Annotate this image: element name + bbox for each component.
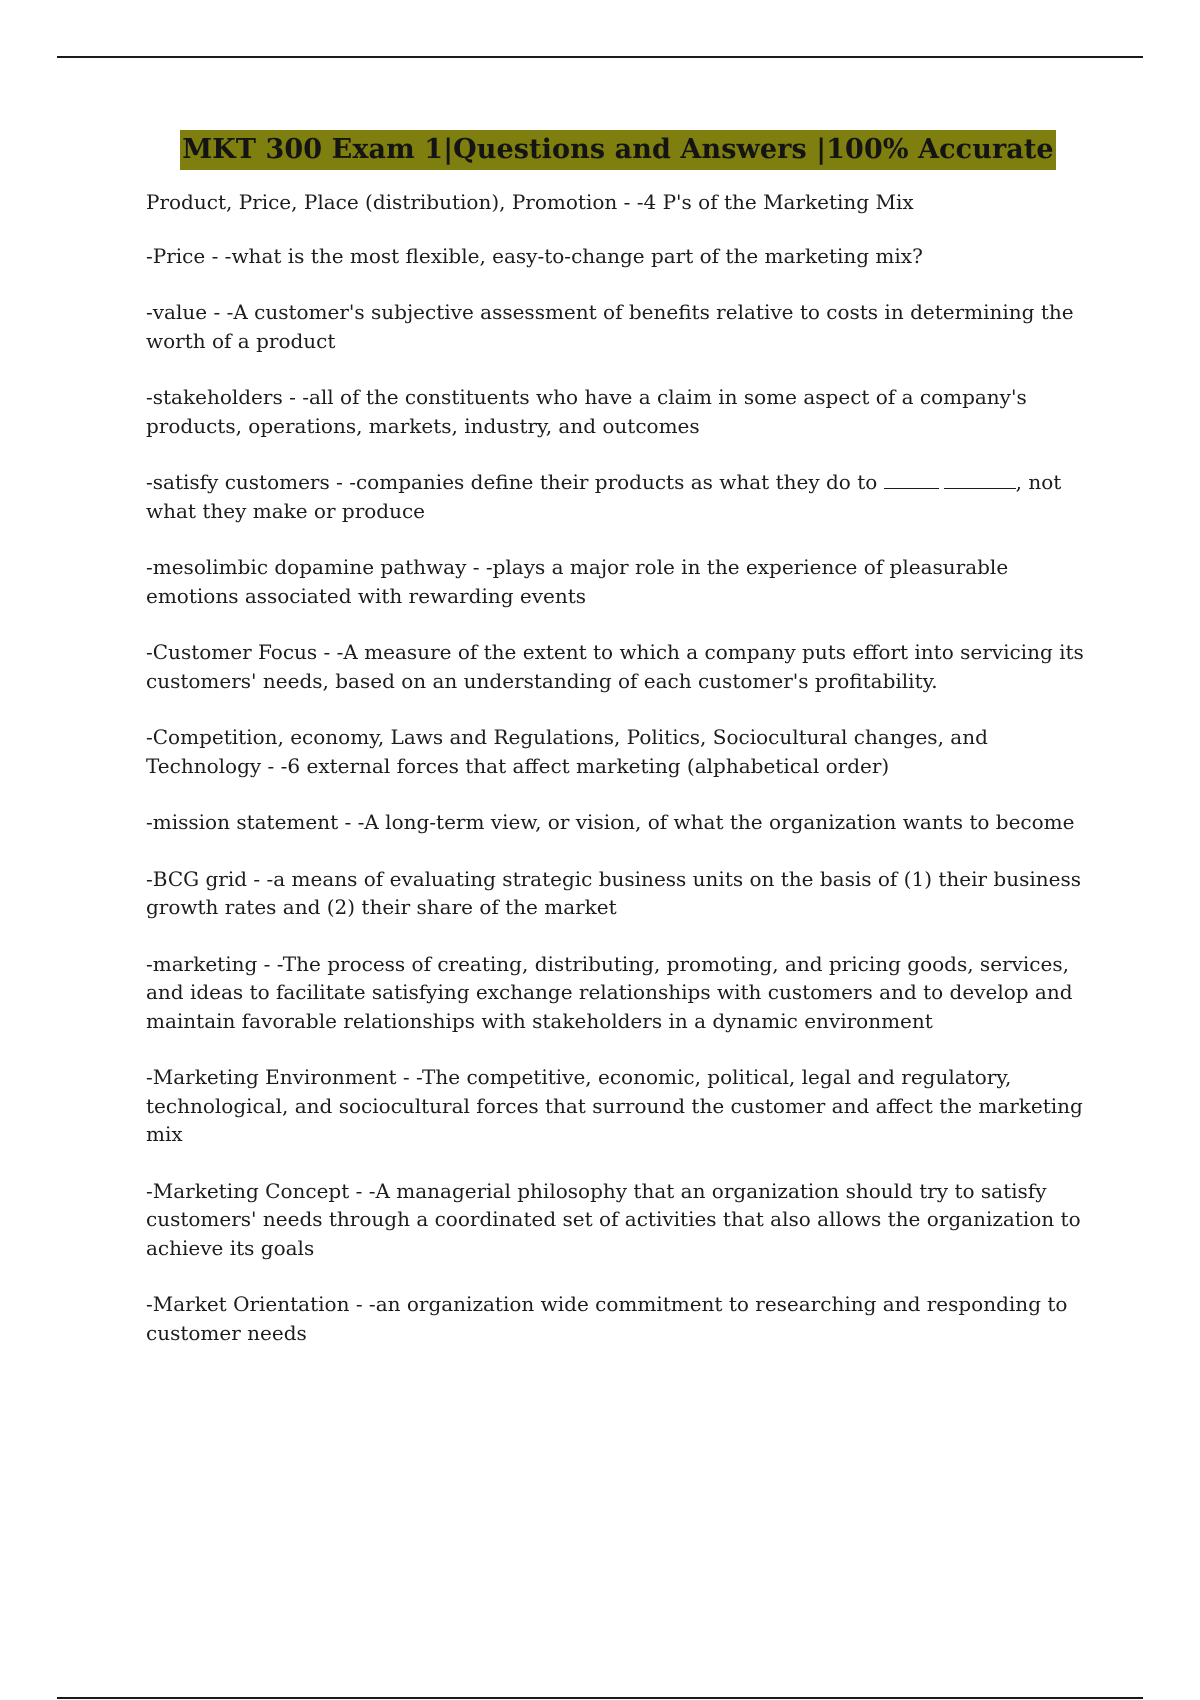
qa-entry: -mission statement - -A long-term view, or vision, of what the organization wants to become — [146, 810, 1075, 834]
header-rule — [57, 56, 1143, 58]
qa-entry-fill-in — [146, 468, 1090, 525]
qa-entry-text-after: , not what they make or produce — [146, 470, 1062, 523]
qa-entry: -Marketing Concept - -A managerial philosophy that an organization should try to satisfy customers' needs through a coordinated set of activities that also allows the organization to achieve its goals — [146, 1178, 1081, 1260]
title-block — [146, 130, 1090, 170]
qa-entry: Product, Price, Place (distribution), Promotion - -4 P's of the Marketing Mix — [146, 190, 914, 214]
qa-entry: -Market Orientation - -an organization wide commitment to researching and responding to customer needs — [146, 1292, 1068, 1345]
qa-entry: -mesolimbic dopamine pathway - -plays a major role in the experience of pleasurable emotions associated with rewarding events — [146, 555, 1009, 608]
qa-list — [146, 188, 1090, 1347]
qa-entry: -value - -A customer's subjective assessment of benefits relative to costs in determining the worth of a product — [146, 300, 1074, 353]
qa-entry: -Customer Focus - -A measure of the extent to which a company puts effort into servicing its customers' needs, based on an understanding of each customer's profitability. — [146, 640, 1084, 693]
answer-blank — [944, 470, 1016, 489]
qa-entry: -stakeholders - -all of the constituents who have a claim in some aspect of a company's products, operations, markets, industry, and outcomes — [146, 385, 1027, 438]
footer-rule — [57, 1697, 1143, 1699]
document-page — [146, 130, 1090, 1375]
answer-blank — [884, 470, 939, 489]
qa-entry: -Marketing Environment - -The competitive, economic, political, legal and regulatory, technological, and sociocultural forces that surround the customer and affect the marketing mix — [146, 1065, 1083, 1146]
qa-entry: -marketing - -The process of creating, distributing, promoting, and pricing goods, services, and ideas to facilitate satisfying exchange relationships with customers and to develop and maintain favorable relationships with stakeholders in a dynamic environment — [146, 951, 1073, 1033]
qa-entry: -Price - -what is the most flexible, easy-to-change part of the marketing mix? — [146, 243, 923, 268]
document-title: MKT 300 Exam 1|Questions and Answers |100% Accurate — [180, 130, 1055, 170]
qa-entry: -Competition, economy, Laws and Regulations, Politics, Sociocultural changes, and Technology - -6 external forces that affect marketing (alphabetical order) — [146, 725, 988, 778]
qa-entry-text-before: -satisfy customers - -companies define their products as what they do to — [146, 470, 884, 494]
qa-entry: -BCG grid - -a means of evaluating strategic business units on the basis of (1) their business growth rates and (2) their share of the market — [146, 866, 1082, 919]
